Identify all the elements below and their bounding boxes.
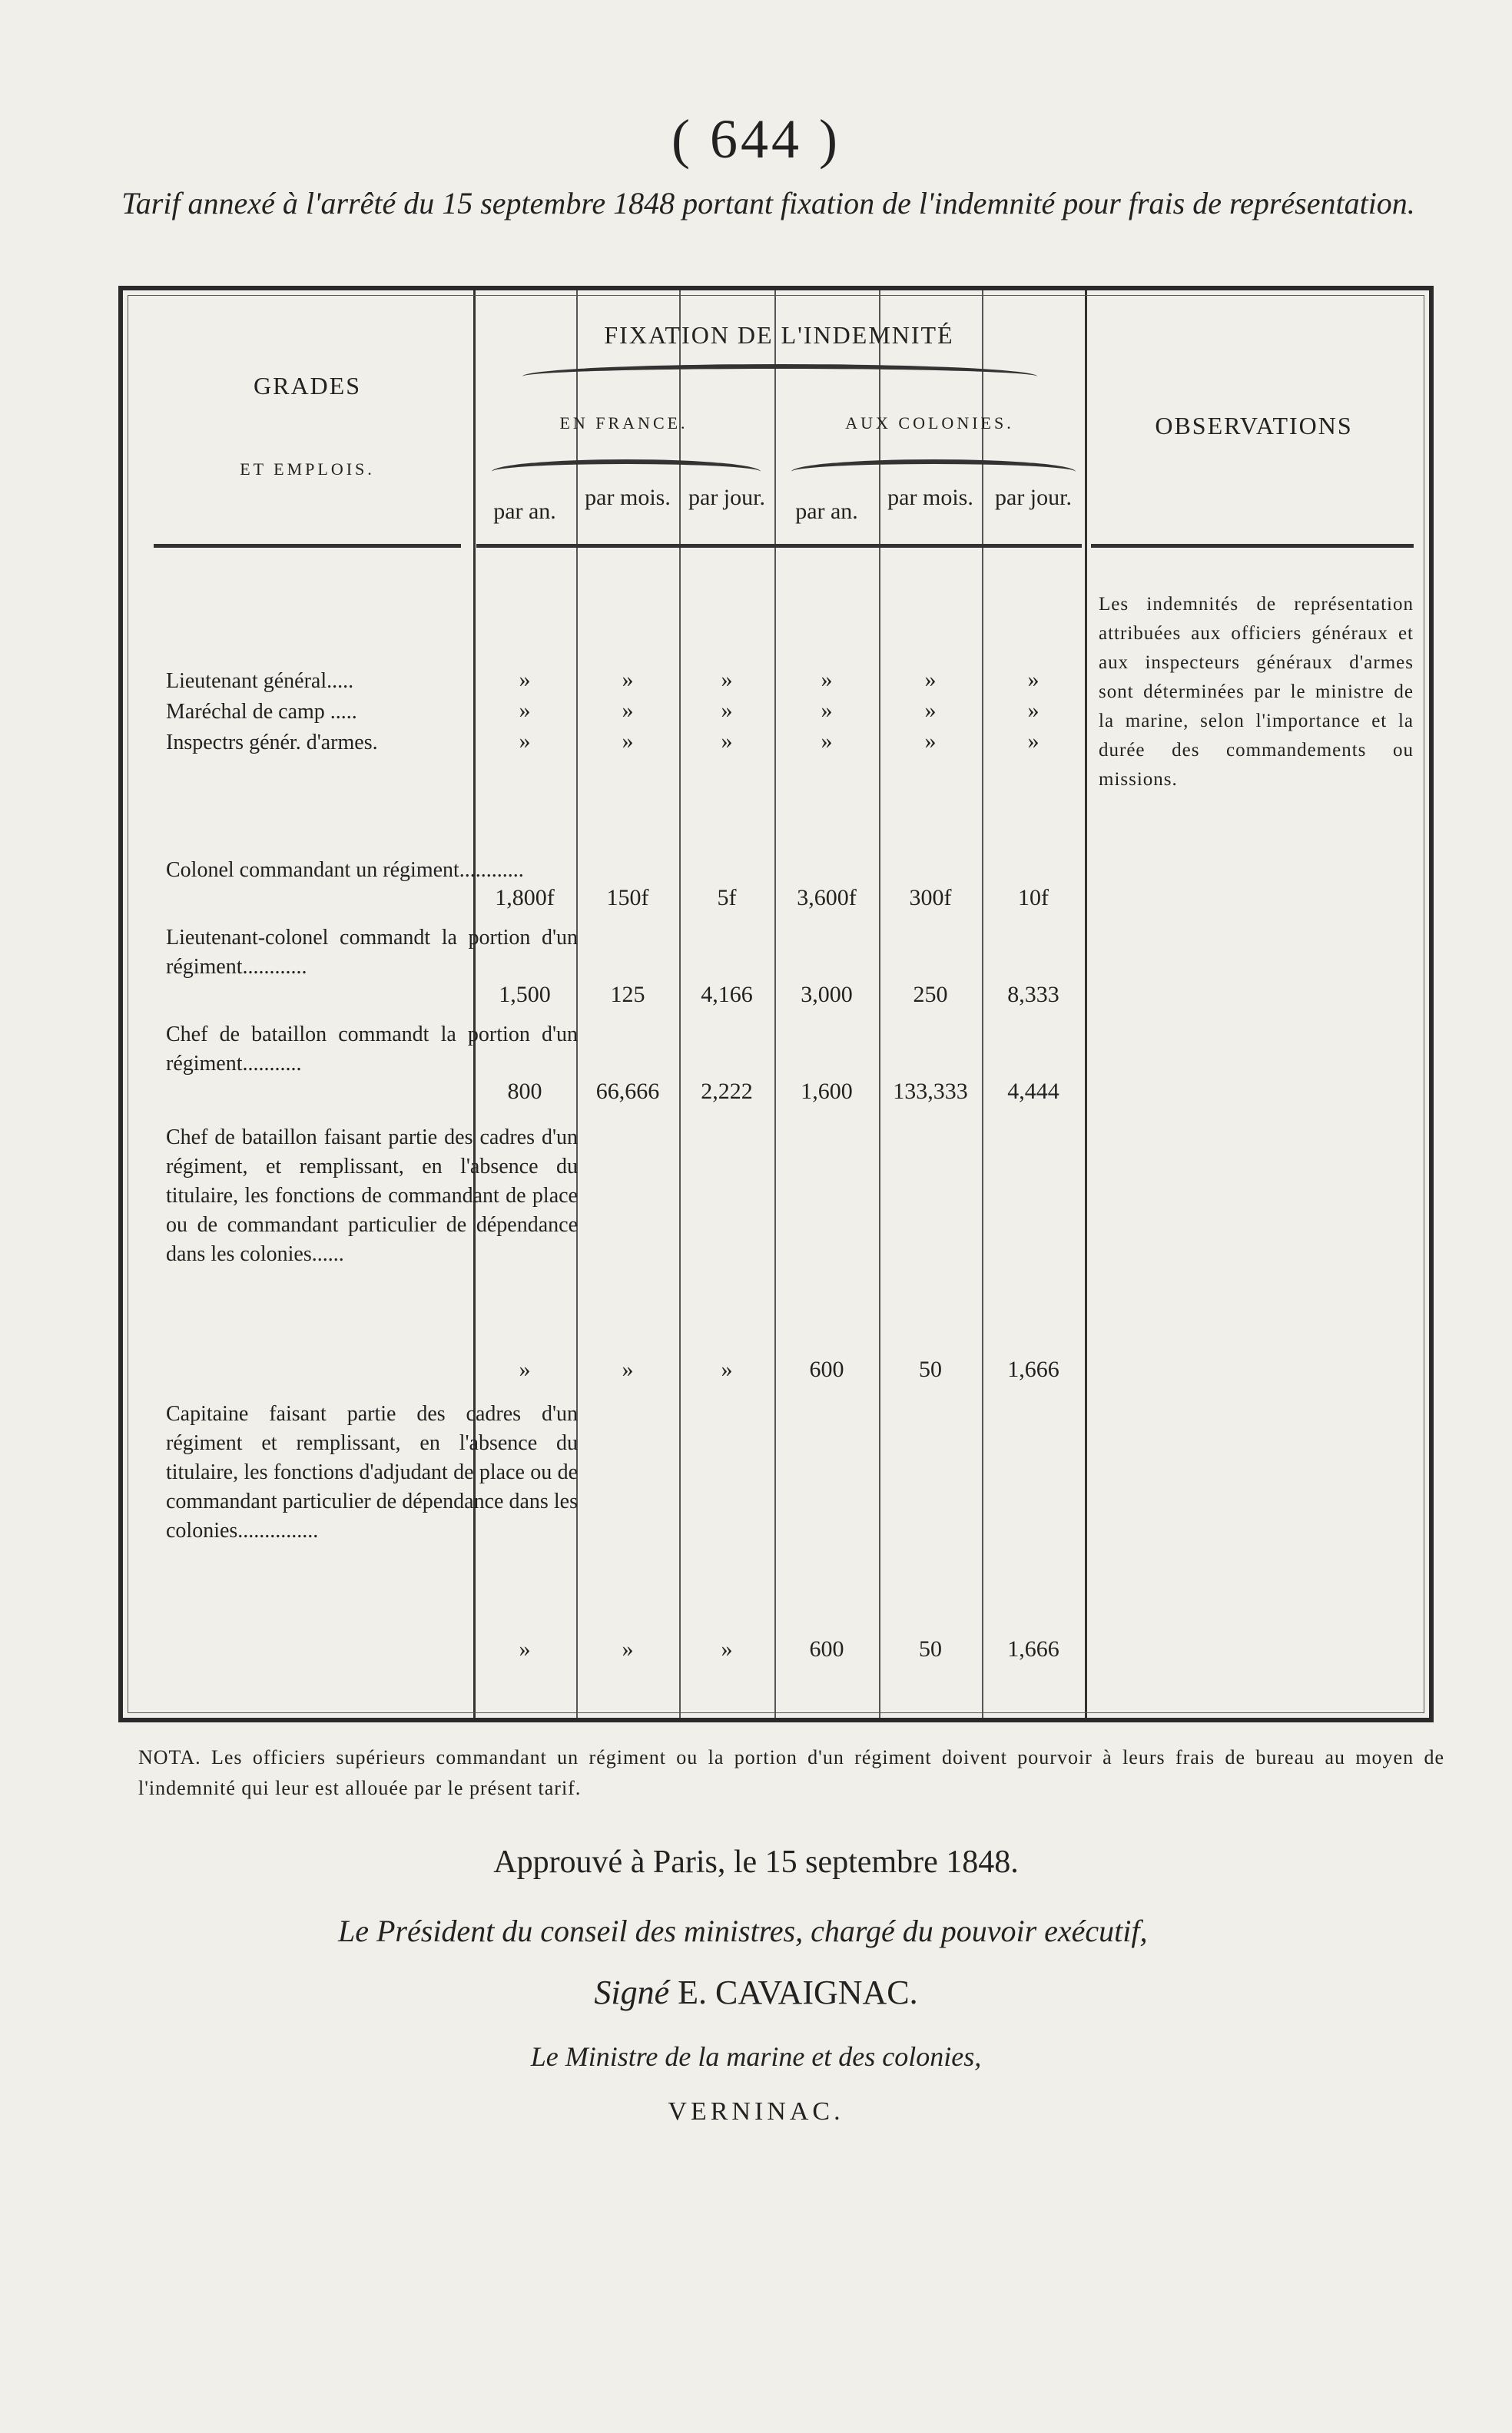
col-divider-grades xyxy=(473,290,476,1718)
table-cell: » xyxy=(924,728,937,754)
table-cell: » xyxy=(519,698,531,723)
table-cell: » xyxy=(721,728,733,754)
table-cell: » xyxy=(622,728,634,754)
table-cell: 300f xyxy=(909,885,952,910)
ministre-line: Le Ministre de la marine et des colonies, xyxy=(530,2041,982,2072)
col-header-colonies-mois: par mois. xyxy=(887,485,973,510)
header-fixation: FIXATION DE L'INDEMNITÉ xyxy=(604,321,954,349)
table-cell: » xyxy=(821,698,833,723)
row-label: Chef de bataillon commandt la portion d'un régiment........... xyxy=(166,1023,578,1076)
table-cell: 2,222 xyxy=(701,1079,753,1104)
table-cell: 125 xyxy=(610,982,645,1007)
tariff-table xyxy=(118,286,1434,1722)
table-cell: 5f xyxy=(717,885,737,910)
col-header-france-an: par an. xyxy=(493,499,556,524)
table-cell: » xyxy=(1027,728,1040,754)
header-grades: GRADES xyxy=(253,372,361,399)
header-rule-mid xyxy=(476,544,1082,548)
table-cell: » xyxy=(519,1636,531,1662)
vernninac-signature: VERNINAC. xyxy=(668,2097,844,2126)
table-cell: » xyxy=(924,698,937,723)
col-divider-3 xyxy=(774,290,776,1718)
table-cell: » xyxy=(519,728,531,754)
table-cell: 800 xyxy=(507,1079,542,1104)
col-divider-obs xyxy=(1085,290,1087,1718)
table-cell: 10f xyxy=(1018,885,1049,910)
table-cell: » xyxy=(821,728,833,754)
col-divider-2 xyxy=(679,290,681,1718)
table-cell: 3,600f xyxy=(797,885,857,910)
table-cell: » xyxy=(821,667,833,692)
table-cell: » xyxy=(721,1636,733,1662)
table-cell: 50 xyxy=(919,1636,942,1662)
col-divider-4 xyxy=(879,290,880,1718)
table-cell: » xyxy=(622,1636,634,1662)
col-header-france-mois: par mois. xyxy=(585,485,671,510)
row-label: Maréchal de camp ..... xyxy=(166,700,357,724)
table-cell: » xyxy=(721,667,733,692)
table-cell: » xyxy=(721,1357,733,1382)
table-cell: 133,333 xyxy=(893,1079,968,1104)
header-rule-left xyxy=(154,544,461,548)
row-label: Colonel commandant un régiment............ xyxy=(166,858,524,882)
page-number: ( 644 ) xyxy=(671,108,841,170)
row-label: Chef de bataillon faisant partie des cadres d'un régiment, et remplissant, en l'absence du titulaire, les fonctions de commandant de place ou de commandant particulier de dépendance dans les colonies...... xyxy=(166,1125,578,1266)
header-rule-right xyxy=(1091,544,1414,548)
signature-line xyxy=(0,1973,1512,2012)
brace-france xyxy=(492,459,761,472)
table-cell: » xyxy=(924,667,937,692)
signe-prefix: Signé xyxy=(594,1974,670,2011)
page-title: Tarif annexé à l'arrêté du 15 septembre 1848 portant fixation de l'indemnité pour frais de représentation. xyxy=(121,186,1415,220)
table-cell: » xyxy=(622,698,634,723)
table-cell: 1,666 xyxy=(1007,1636,1059,1662)
row-label: Lieutenant général..... xyxy=(166,669,354,693)
table-cell: 4,166 xyxy=(701,982,753,1007)
row-label: Inspectrs génér. d'armes. xyxy=(166,731,378,754)
row-label: Lieutenant-colonel commandt la portion d'un régiment............ xyxy=(166,926,578,979)
signe-name: E. CAVAIGNAC. xyxy=(678,1974,918,2011)
table-cell: » xyxy=(1027,667,1040,692)
header-observations: OBSERVATIONS xyxy=(1155,412,1353,439)
nota-text: NOTA. Les officiers supérieurs commandant un régiment ou la portion d'un régiment doivent pourvoir à leurs frais de bureau au moyen de l'indemnité qui leur est allouée par le présent tarif. xyxy=(138,1746,1444,1799)
col-header-colonies-an: par an. xyxy=(795,499,858,524)
table-cell: 1,500 xyxy=(499,982,551,1007)
col-header-france-jour: par jour. xyxy=(688,485,765,510)
table-cell: » xyxy=(622,667,634,692)
table-cell: » xyxy=(519,667,531,692)
table-cell: 4,444 xyxy=(1007,1079,1059,1104)
observation-text: Les indemnités de représentation attribuées aux officiers généraux et aux inspecteurs généraux d'armes sont déterminées par le ministre de la marine, selon l'importance et la durée des commandements ou missions. xyxy=(1099,594,1414,790)
table-cell: » xyxy=(721,698,733,723)
table-cell: 3,000 xyxy=(801,982,853,1007)
table-cell: 50 xyxy=(919,1357,942,1382)
table-cell: » xyxy=(622,1357,634,1382)
president-line: Le Président du conseil des ministres, chargé du pouvoir exécutif, xyxy=(338,1914,1148,1948)
brace-colonies xyxy=(791,459,1076,472)
brace-fixation xyxy=(522,364,1037,376)
table-cell: 1,800f xyxy=(495,885,555,910)
table-cell: 600 xyxy=(809,1357,844,1382)
header-en-france: EN FRANCE. xyxy=(559,413,688,433)
col-divider-5 xyxy=(982,290,983,1718)
table-cell: 1,600 xyxy=(801,1079,853,1104)
table-cell: 1,666 xyxy=(1007,1357,1059,1382)
header-aux-colonies: AUX COLONIES. xyxy=(845,413,1014,433)
table-cell: 8,333 xyxy=(1007,982,1059,1007)
row-label: Capitaine faisant partie des cadres d'un régiment et remplissant, en l'absence du titulaire, les fonctions d'adjudant de place ou de commandant particulier de dépendance dans les colonies............... xyxy=(166,1402,578,1543)
table-cell: 150f xyxy=(606,885,649,910)
approval-line: Approuvé à Paris, le 15 septembre 1848. xyxy=(493,1845,1019,1880)
table-cell: » xyxy=(519,1357,531,1382)
header-emplois: ET EMPLOIS. xyxy=(240,459,375,479)
col-header-colonies-jour: par jour. xyxy=(995,485,1072,510)
table-cell: 250 xyxy=(913,982,948,1007)
table-cell: » xyxy=(1027,698,1040,723)
table-cell: 600 xyxy=(809,1636,844,1662)
table-cell: 66,666 xyxy=(595,1079,660,1104)
col-divider-1 xyxy=(576,290,578,1718)
